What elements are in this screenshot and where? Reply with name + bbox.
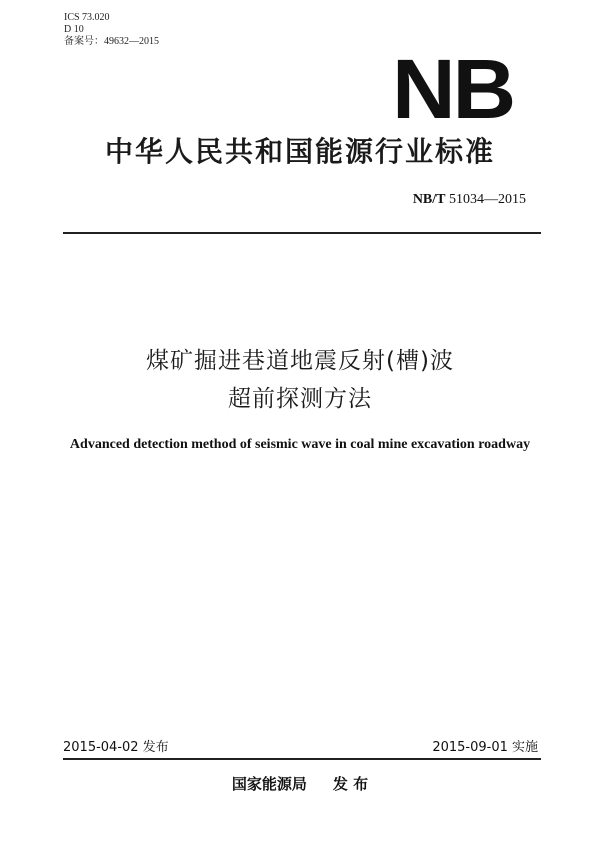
issuer [0, 774, 600, 794]
footer-divider [63, 758, 541, 760]
issuer-action: 发 布 [332, 775, 369, 793]
filing-number: 备案号：49632—2015 [64, 36, 159, 47]
standard-number-prefix: NB/T [412, 192, 446, 207]
ics-code: ICS 73.020 [64, 12, 110, 23]
standard-category-title: 中华人民共和国能源行业标准 [104, 135, 495, 168]
standard-number [413, 192, 526, 208]
document-title-line2: 超前探测方法 [228, 386, 372, 412]
document-metadata [64, 12, 159, 48]
header-divider [63, 232, 541, 234]
nb-logo: NB [392, 42, 514, 136]
english-title: Advanced detection method of seismic wave in coal mine excavation roadway [69, 437, 531, 452]
standard-number-value: 51034—2015 [449, 192, 526, 207]
issuer-name: 国家能源局 [231, 775, 307, 793]
implement-date: 2015-09-01 实施 [432, 740, 538, 755]
document-title-line1: 煤矿掘进巷道地震反射(槽)波 [146, 348, 454, 374]
ccs-code: D 10 [64, 24, 84, 35]
publish-date: 2015-04-02 发布 [63, 740, 169, 755]
